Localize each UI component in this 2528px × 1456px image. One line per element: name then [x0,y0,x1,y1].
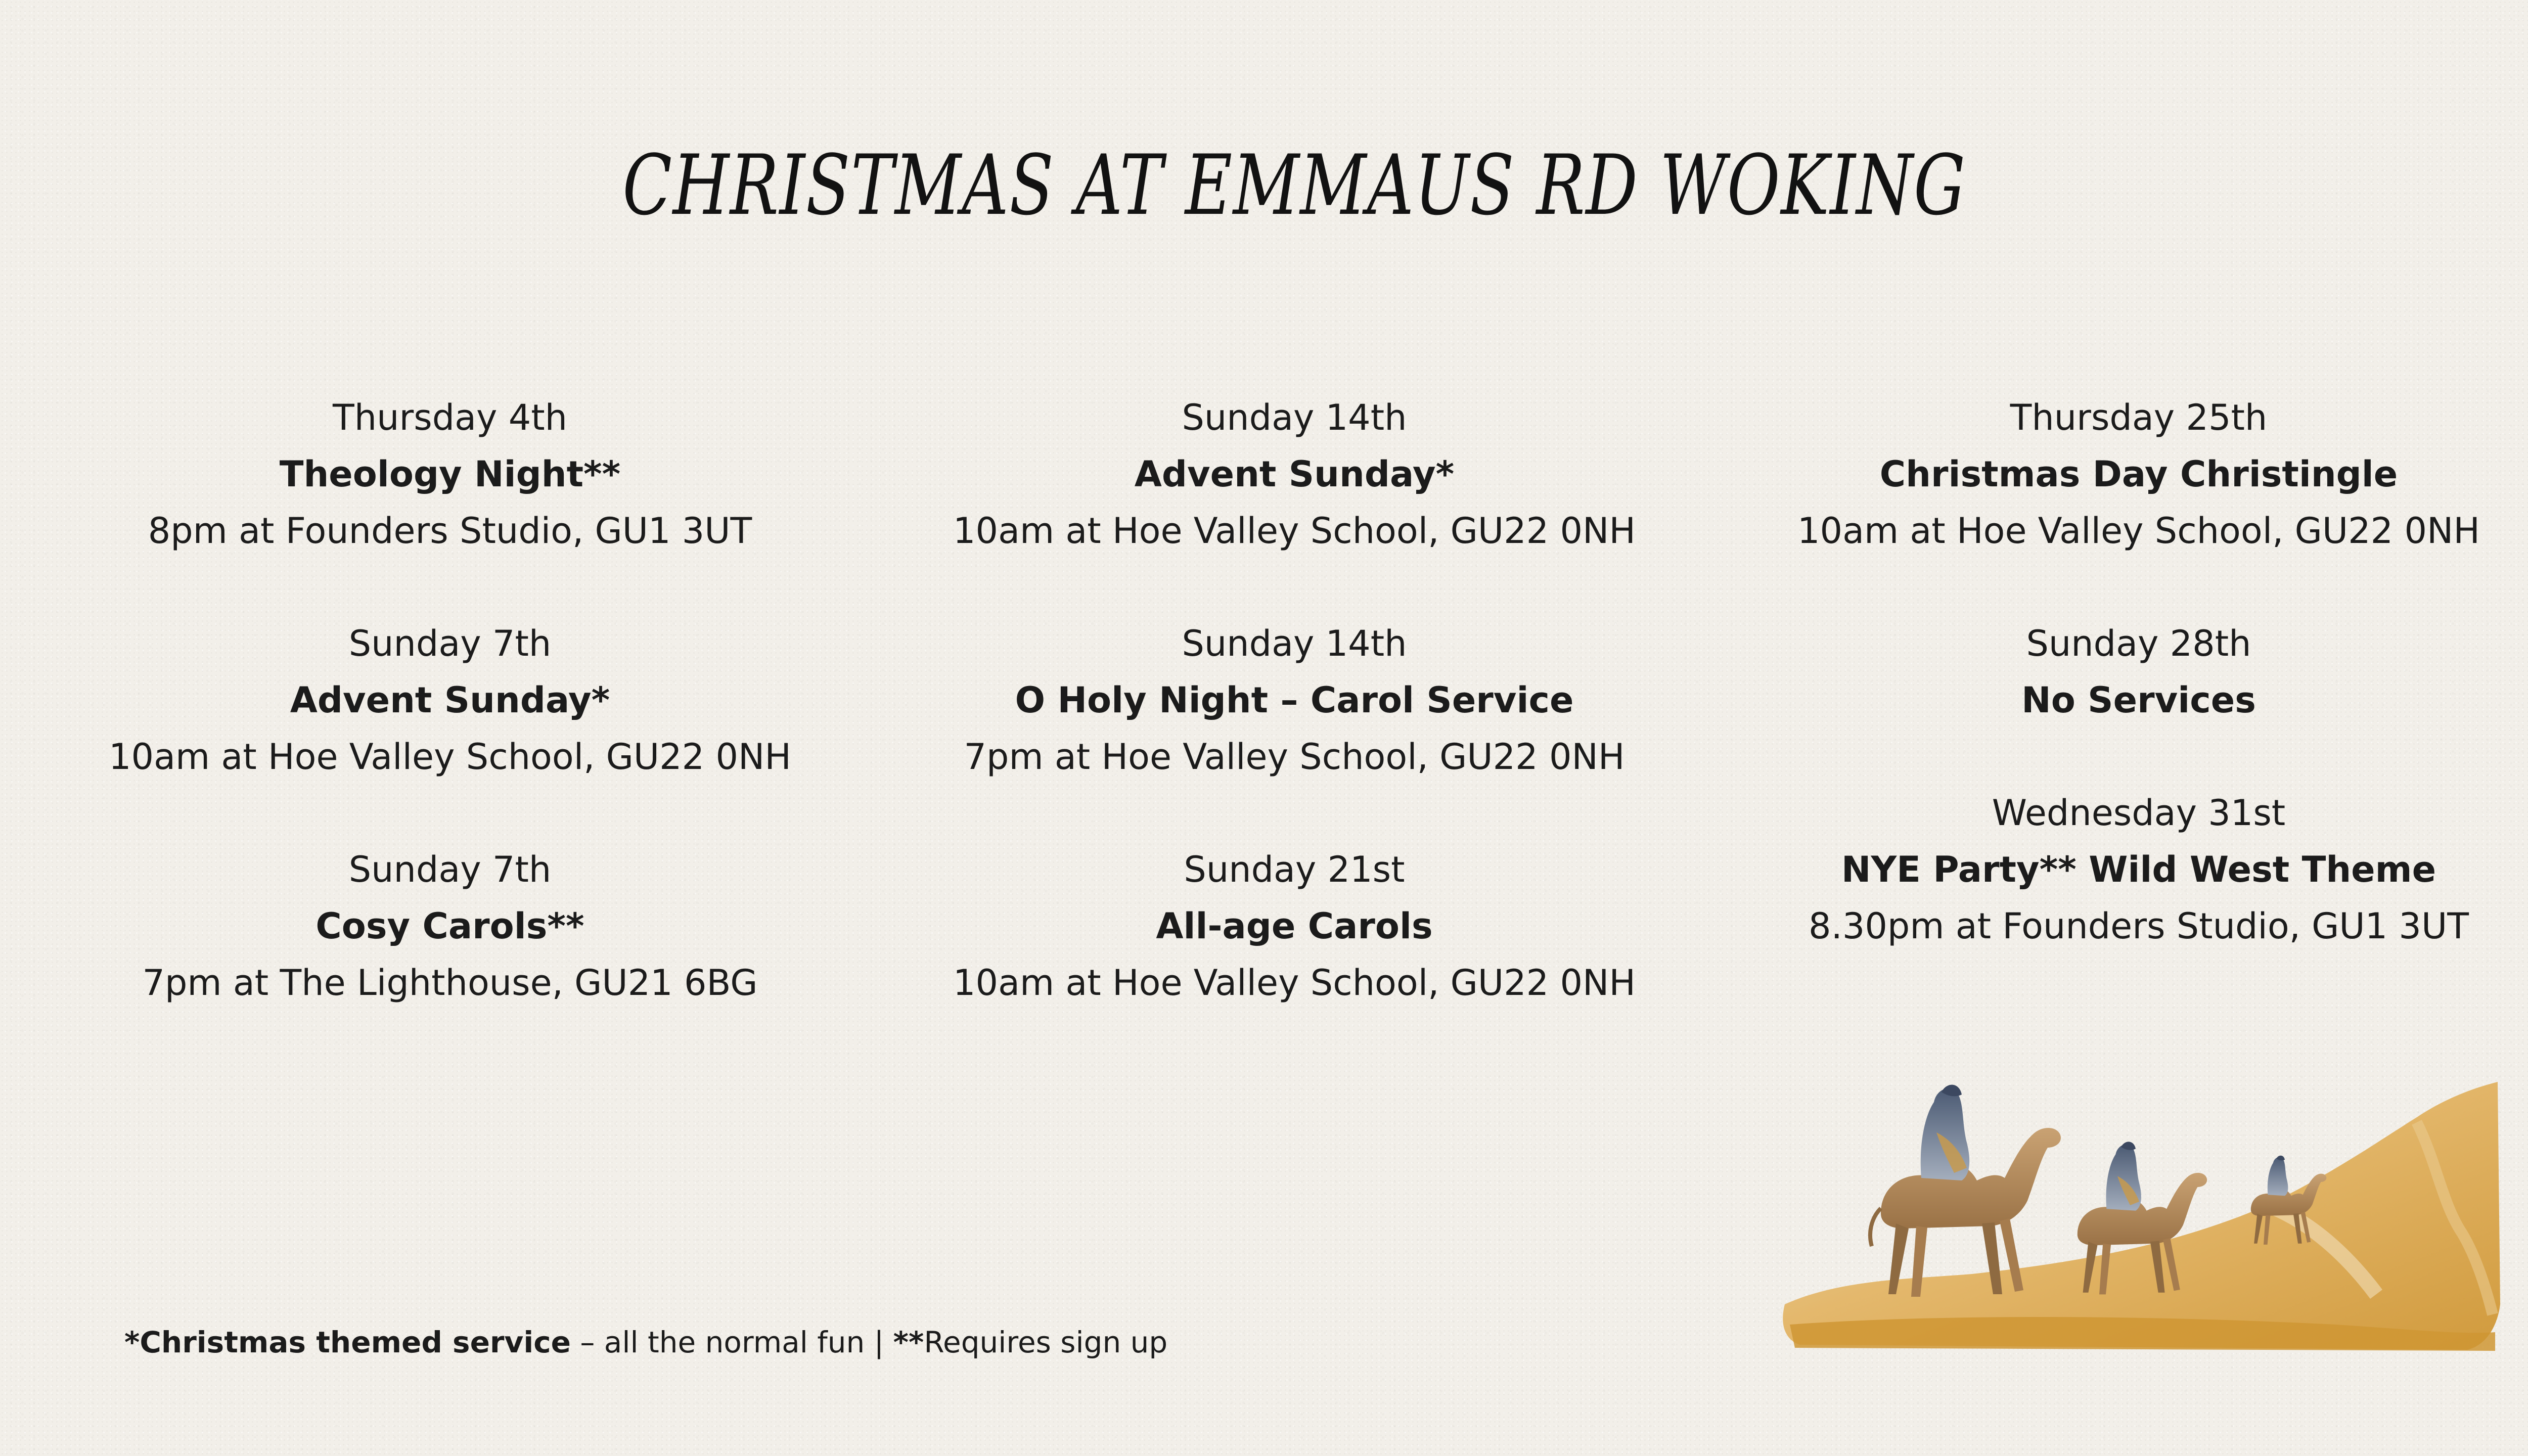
event-details: 10am at Hoe Valley School, GU22 0NH [109,736,791,778]
event-date: Sunday 21st [1184,849,1405,890]
event-name: No Services [2021,679,2256,721]
event-details: 10am at Hoe Valley School, GU22 0NH [953,510,1636,552]
camels-desert-illustration [1780,1041,2508,1375]
event-name: Advent Sunday* [1134,453,1455,495]
event-details: 10am at Hoe Valley School, GU22 0NH [1797,510,2480,552]
event-item [56,841,844,1011]
event-item [1744,615,2528,729]
event-date: Sunday 28th [2026,623,2251,664]
event-name: Theology Night** [279,453,621,495]
footnote [124,1320,1167,1365]
footnote-themed-marker: *Christmas themed service [124,1325,571,1359]
event-date: Thursday 4th [332,397,568,438]
event-date: Sunday 14th [1182,623,1407,664]
event-item [56,389,844,559]
event-item [1744,389,2528,559]
event-item [900,841,1689,1011]
event-item [56,615,844,785]
schedule-column-2 [900,389,1689,1067]
event-details: 10am at Hoe Valley School, GU22 0NH [953,962,1636,1004]
event-item [1744,785,2528,954]
event-item [900,389,1689,559]
event-details: 7pm at Hoe Valley School, GU22 0NH [964,736,1625,778]
event-date: Sunday 7th [348,849,552,890]
schedule-column-1 [56,389,844,1067]
event-name: Cosy Carols** [315,905,584,947]
event-name: NYE Party** Wild West Theme [1841,849,2436,890]
event-date: Wednesday 31st [1992,792,2286,834]
event-date: Sunday 7th [348,623,552,664]
page-title: CHRISTMAS AT EMMAUS RD WOKING [622,137,1966,234]
event-name: O Holy Night – Carol Service [1015,679,1574,721]
event-details: 7pm at The Lighthouse, GU21 6BG [142,962,758,1004]
event-name: Advent Sunday* [290,679,610,721]
event-name: All-age Carols [1156,905,1433,947]
event-item [900,615,1689,785]
footnote-signup-marker: ** [893,1325,924,1359]
footnote-themed-desc: – all the normal fun | [570,1325,893,1359]
event-name: Christmas Day Christingle [1879,453,2398,495]
event-date: Sunday 14th [1182,397,1407,438]
event-details: 8.30pm at Founders Studio, GU1 3UT [1809,905,2469,947]
camel-rider-1 [1870,1085,2061,1297]
event-date: Thursday 25th [2010,397,2268,438]
footnote-signup-desc: Requires sign up [924,1325,1168,1359]
event-details: 8pm at Founders Studio, GU1 3UT [148,510,752,552]
schedule-column-3 [1744,389,2528,1011]
